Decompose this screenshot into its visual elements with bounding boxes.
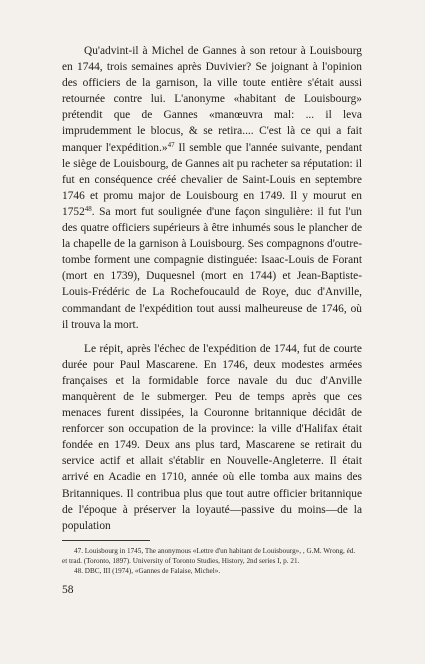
footnotes <box>62 540 362 576</box>
body-text <box>62 43 362 534</box>
paragraph-1-part-c: . Sa mort fut soulignée d'une façon singulière: il fut l'un des quatre officiers supérieurs à être inhumés sous le plancher de la chapelle de la garnison à Louisbourg. Ses compagnons d'outre-tombe forment une compagnie distinguée: Isaac-Louis de Forant (mort en 1739), Duquesnel (mort en 1744) et Jean-Baptiste-Louis-Frédéric de La Rochefoucauld de Roye, duc d'Anville, commandant de l'expédition tout aussi malheureuse de 1746, où il trouva la mort. <box>62 205 362 331</box>
footnote-ref-47: 47 <box>167 140 175 149</box>
page-number: 58 <box>62 584 74 596</box>
paragraph-1-part-b: Il semble que l'année suivante, pendant le siège de Louisbourg, de Gannes ait pu racheter sa réputation: il fut en conséquence créé chevalier de Saint-Louis en septembre 1746 et promu major de Louisbourg en 1749. Il y mourut en 1752 <box>62 141 362 218</box>
paragraph-2: Le répit, après l'échec de l'expédition de 1744, fut de courte durée pour Paul Mascarene. En 1746, deux modestes armées françaises et la formidable force navale du duc d'Anville manquèrent de le submerger. Peu de temps après que ces menaces furent dissipées, la Couronne britannique décidât de renforcer son occupation de la province: la ville d'Halifax était fondée en 1749. Deux ans plus tard, Mascarene se retirait du service actif et allait s'établir en Nouvelle-Angleterre. Il était arrivé en Acadie en 1710, année où elle tomba aux mains des Britanniques. Il contribua plus que tout autre officier britannique de l'époque à préserver la loyauté—passive du moins—de la population <box>62 342 362 532</box>
footnote-divider <box>62 540 150 541</box>
paragraph-1 <box>62 43 362 333</box>
footnote-48: 48. DBC, III (1974), «Gannes de Falaise, Michel». <box>74 567 221 575</box>
footnote-47: 47. Louisbourg in 1745, The anonymous «Lettre d'un habitant de Louisbourg», , G.M. Wrong, éd. et trad. (Toronto, 1897). University of Toronto Studies, History, 2nd series I, p. 21. <box>62 547 356 565</box>
paragraph-1-part-a: Qu'advint-il à Michel de Gannes à son retour à Louisbourg en 1744, trois semaines après Duvivier? Se joignant à l'opinion des officiers de la garnison, la ville toute entière s'était aussi retournée contre lui. L'anonyme «habitant de Louisbourg» prétendit que de Gannes «manœuvra mal: ... il leva imprudemment le blocus, & se retira.... C'est là ce qui a fait manquer l'expédition.» <box>62 45 362 154</box>
footnote-ref-48: 48 <box>84 204 92 213</box>
